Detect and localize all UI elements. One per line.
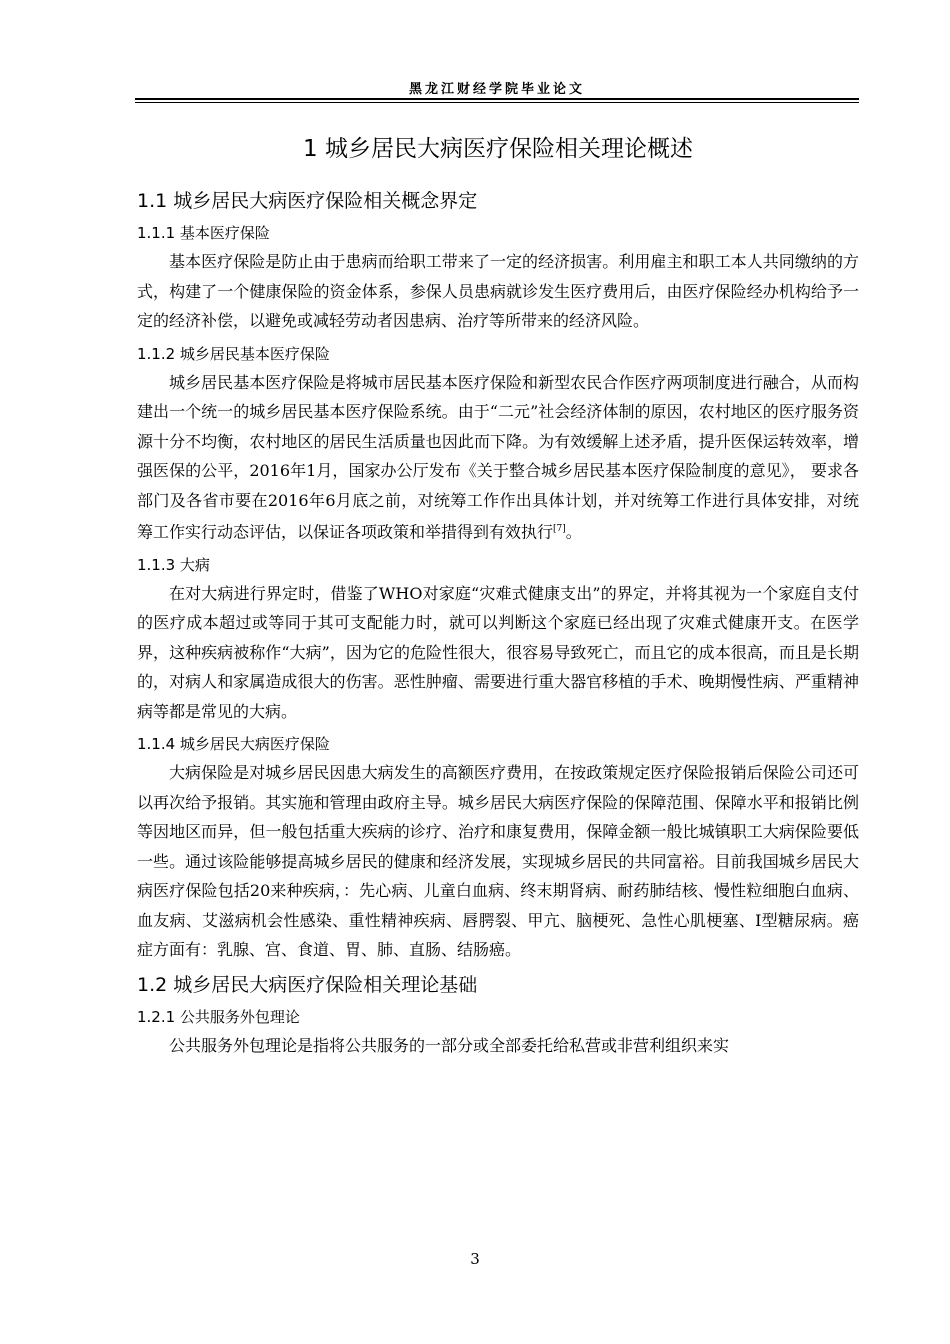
paragraph-basic-medical-insurance: 基本医疗保险是防止由于患病而给职工带来了一定的经济损害。利用雇主和职工本人共同缴纳的方式，构建了一个健康保险的资金体系，参保人员患病就诊发生医疗费用后，由医疗保险经办机构给予一定的经济补偿，以避免或减轻劳动者因患病、治疗等所带来的经济风险。 xyxy=(137,252,859,330)
paragraph-public-service-outsourcing: 公共服务外包理论是指将公共服务的一部分或全部委托给私营或非营利组织来实 xyxy=(169,1035,730,1055)
section-title-1-2: 1.2 城乡居民大病医疗保险相关理论基础 xyxy=(137,973,478,996)
citation-mark[interactable]: [7] xyxy=(553,524,566,534)
section-title-1-1: 1.1 城乡居民大病医疗保险相关概念界定 xyxy=(137,190,478,212)
running-header: 黑龙江财经学院毕业论文 xyxy=(408,82,585,97)
paragraph-end: 。 xyxy=(565,522,582,542)
subsection-title-1-1-2: 1.1.2 城乡居民基本医疗保险 xyxy=(137,344,330,363)
subsection-title-1-1-4: 1.1.4 城乡居民大病医疗保险 xyxy=(137,735,330,754)
paragraph-serious-illness-insurance: 大病保险是对城乡居民因患大病发生的高额医疗费用，在按政策规定医疗保险报销后保险公司还可以再次给予报销。其实施和管理由政府主导。城乡居民大病医疗保险的保障范围、保障水平和报销比例等因地区而异，但一般包括重大疾病的诊疗、治疗和康复费用，保障金额一般比城镇职工大病保险要低一些。通过该险能够提高城乡居民的健康和经济发展，实现城乡居民的共同富裕。目前我国城乡居民大病医疗保险包括20来种疾病，：先心病、儿童白血病、终末期肾病、耐药肺结核、慢性粒细胞白血病、血友病、艾滋病机会性感染、重性精神疾病、唇腭裂、甲亢、脑梗死、急性心肌梗塞、I型糖尿病。癌症方面有：乳腺、宫、食道、胃、肺、直肠、结肠癌。 xyxy=(137,763,859,960)
paragraph-text: 城乡居民基本医疗保险是将城市居民基本医疗保险和新型农民合作医疗两项制度进行融合，从而构建出一个统一的城乡居民基本医疗保险系统。由于“二元”社会经济体制的原因，农村地区的医疗服务资源十分不均衡，农村地区的居民生活质量也因此而下降。为有效缓解上述矛盾，提升医保运转效率，增强医保的公平，2016年1月，国家办公厅发布《关于整合城乡居民基本医疗保险制度的意见》， 要求各部门及各省市要在2016年6月底之前，对统筹工作作出具体计划，并对统筹工作进行具体安排，对统筹工作实行动态评估，以保证各项政策和举措得到有效执行 xyxy=(137,372,859,542)
header-rule-thin xyxy=(135,102,859,103)
subsection-title-1-2-1: 1.2.1 公共服务外包理论 xyxy=(137,1007,300,1026)
subsection-title-1-1-3: 1.1.3 大病 xyxy=(137,555,210,574)
subsection-title-1-1-1: 1.1.1 基本医疗保险 xyxy=(137,224,270,242)
page-body xyxy=(137,132,859,1066)
chapter-title: 1 城乡居民大病医疗保险相关理论概述 xyxy=(303,136,693,162)
header-rule-thick xyxy=(135,98,859,100)
paragraph-urban-rural-basic-insurance xyxy=(137,368,859,547)
paragraph-serious-illness: 在对大病进行界定时，借鉴了WHO对家庭“灾难式健康支出”的界定，并将其视为一个家庭自支付的医疗成本超过或等同于其可支配能力时，就可以判断这个家庭已经出现了灾难式健康开支。在医学界，这种疾病被称作“大病”，因为它的危险性很大，很容易导致死亡，而且它的成本很高，而且是长期的，对病人和家属造成很大的伤害。恶性肿瘤、需要进行重大器官移植的手术、晚期慢性病、严重精神病等都是常见的大病。 xyxy=(137,583,859,721)
page-number: 3 xyxy=(470,1250,480,1268)
